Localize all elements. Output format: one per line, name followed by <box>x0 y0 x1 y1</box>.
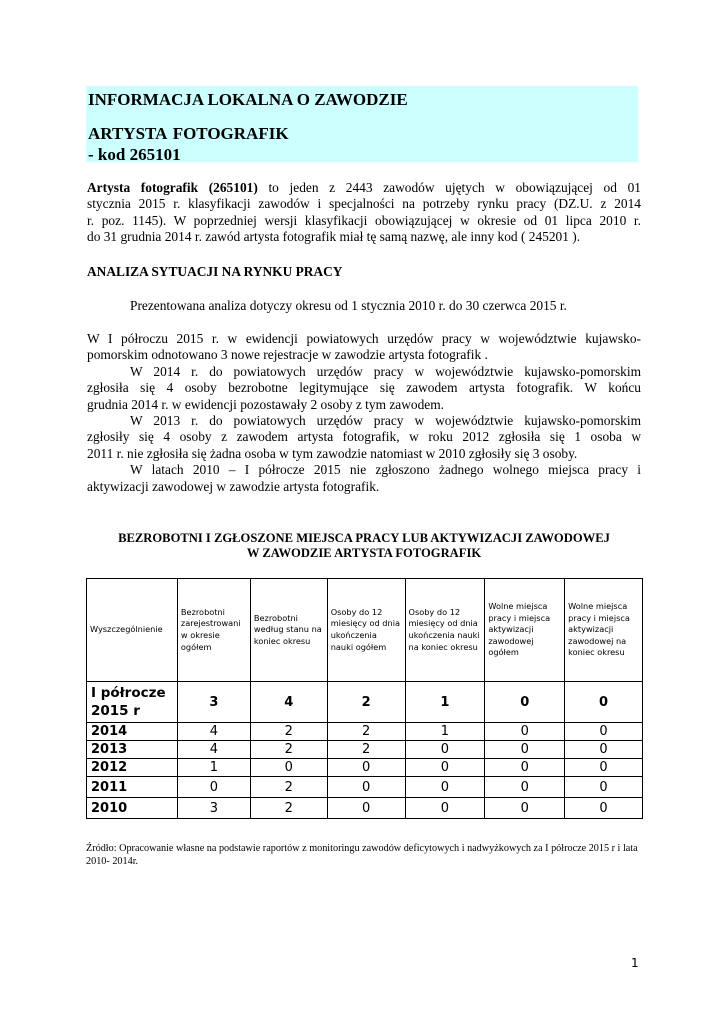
column-header: Wolne miejsca pracy i miejsca aktywizacji zawodowej na koniec okresu <box>565 579 643 682</box>
table-cell: 1 <box>405 682 485 723</box>
analysis-line: pomorskim odnotowano 3 nowe rejestracje w zawodzie artysta fotografik . <box>87 347 488 363</box>
table-cell: 0 <box>405 759 485 777</box>
table-cell: 2 <box>327 682 405 723</box>
table-title-line: W ZAWODZIE ARTYSTA FOTOGRAFIK <box>246 546 482 560</box>
occupation-title: ARTYSTA FOTOGRAFIK <box>88 124 289 143</box>
table-cell: 0 <box>177 777 250 798</box>
table-cell: 0 <box>565 723 643 741</box>
table-cell: 3 <box>177 798 250 819</box>
analysis-line: W latach 2010 – I półrocze 2015 nie zgłoszono żadnego wolnego miejsca pracy i <box>130 462 641 478</box>
scope-text: Prezentowana analiza dotyczy okresu od 1 stycznia 2010 r. do 30 czerwca 2015 r. <box>130 298 567 313</box>
table-cell: 0 <box>327 759 405 777</box>
analysis-paragraph <box>87 331 641 495</box>
table-row <box>87 777 643 798</box>
table-cell: 0 <box>327 798 405 819</box>
table-cell: 0 <box>405 798 485 819</box>
column-header: Osoby do 12 miesięcy od dnia ukończenia nauki na koniec okresu <box>405 579 485 682</box>
analysis-line: W 2013 r. do powiatowych urzędów pracy w województwie kujawsko-pomorskim <box>130 413 641 429</box>
table-cell: 1 <box>405 723 485 741</box>
intro-line: r. poz. 1145). W poprzedniej wersji klasyfikacji obowiązującej w okresie od 01 lipca 2010 r. <box>87 212 641 228</box>
analysis-heading: ANALIZA SYTUACJI NA RYNKU PRACY <box>87 264 343 279</box>
row-label: 2014 <box>87 723 178 741</box>
column-header: Bezrobotni według stanu na koniec okresu <box>250 579 327 682</box>
table-cell: 0 <box>327 777 405 798</box>
intro-line: do 31 grudnia 2014 r. zawód artysta fotografik miał tę samą nazwę, ale inny kod ( 245201 ). <box>87 229 581 245</box>
analysis-line: W I półroczu 2015 r. w ewidencji powiatowych urzędów pracy w województwie kujawsko- <box>87 331 641 346</box>
table-cell: 0 <box>485 777 565 798</box>
analysis-line: W 2014 r. do powiatowych urzędów pracy w województwie kujawsko-pomorskim <box>130 363 641 379</box>
table-cell: 0 <box>250 759 327 777</box>
intro-paragraph <box>87 180 641 246</box>
analysis-line: 2011 r. nie zgłosiła się żadna osoba w tym zawodzie natomiast w 2010 zgłosiły się 3 osoby. <box>87 445 578 461</box>
table-cell: 0 <box>485 798 565 819</box>
table-title-line: BEZROBOTNI I ZGŁOSZONE MIEJSCA PRACY LUB AKTYWIZACJI ZAWODOWEJ <box>118 531 610 545</box>
row-label: 2013 <box>87 741 178 759</box>
table-cell: 2 <box>250 798 327 819</box>
table-cell: 0 <box>565 759 643 777</box>
table-cell: 4 <box>177 723 250 741</box>
intro-line: stycznia 2015 r. klasyfikacji zawodów i specjalności na potrzeby rynku pracy (DZ.U. z 2014 <box>87 196 641 212</box>
analysis-line: aktywizacji zawodowej w zawodzie artysta fotografik. <box>87 478 380 494</box>
table-cell: 0 <box>485 682 565 723</box>
intro-line-text: to jeden z 2443 zawodów ujętych w obowiązującej od 01 <box>257 180 641 195</box>
row-label: 2012 <box>87 759 178 777</box>
analysis-line: zgłosiła się 4 osoby bezrobotne legitymujące się zawodem artysta fotografik. W końcu <box>87 380 641 396</box>
table-row <box>87 741 643 759</box>
table-cell: 0 <box>565 682 643 723</box>
table-cell: 2 <box>250 723 327 741</box>
table-row <box>87 798 643 819</box>
row-label: I półrocze 2015 r <box>87 682 178 723</box>
table-cell: 2 <box>250 777 327 798</box>
table-header-row <box>87 579 643 682</box>
table-cell: 0 <box>565 741 643 759</box>
table-cell: 2 <box>327 741 405 759</box>
table-cell: 0 <box>565 798 643 819</box>
table-cell: 0 <box>405 741 485 759</box>
table-cell: 0 <box>485 759 565 777</box>
analysis-line: zgłosiły się 4 osoby z zawodem artysta fotografik, w roku 2012 zgłosiła się 1 osoba w <box>87 429 641 445</box>
document-title: INFORMACJA LOKALNA O ZAWODZIE <box>88 90 408 109</box>
analysis-scope <box>87 298 641 314</box>
column-header: Wyszczególnienie <box>87 579 178 682</box>
page-number: 1 <box>631 956 639 970</box>
row-label: 2011 <box>87 777 178 798</box>
table-cell: 4 <box>177 741 250 759</box>
analysis-line: grudnia 2014 r. w ewidencji pozostawały 2 osoby z tym zawodem. <box>87 396 445 412</box>
table-cell: 2 <box>250 741 327 759</box>
occupation-lead: Artysta fotografik (265101) <box>87 180 258 195</box>
table-cell: 0 <box>485 723 565 741</box>
table-cell: 2 <box>327 723 405 741</box>
table-cell: 0 <box>485 741 565 759</box>
table-cell: 0 <box>405 777 485 798</box>
source-note: Źródło: Opracowanie własne na podstawie raportów z monitoringu zawodów deficytowych i nadwyżkowych za I półrocze 2015 r i lata 2010- 2014r. <box>86 843 638 867</box>
table-cell: 0 <box>565 777 643 798</box>
column-header: Osoby do 12 miesięcy od dnia ukończenia nauki ogółem <box>327 579 405 682</box>
statistics-table <box>86 578 643 819</box>
table-title <box>86 531 642 561</box>
column-header: Bezrobotni zarejestrowani w okresie ogółem <box>177 579 250 682</box>
table-cell: 3 <box>177 682 250 723</box>
column-header: Wolne miejsca pracy i miejsca aktywizacji zawodowej ogółem <box>485 579 565 682</box>
table-row <box>87 759 643 777</box>
table-row <box>87 682 643 723</box>
intro-line <box>87 180 641 196</box>
occupation-code: - kod 265101 <box>88 145 181 164</box>
table-row <box>87 723 643 741</box>
table-cell: 1 <box>177 759 250 777</box>
table-cell: 4 <box>250 682 327 723</box>
row-label: 2010 <box>87 798 178 819</box>
